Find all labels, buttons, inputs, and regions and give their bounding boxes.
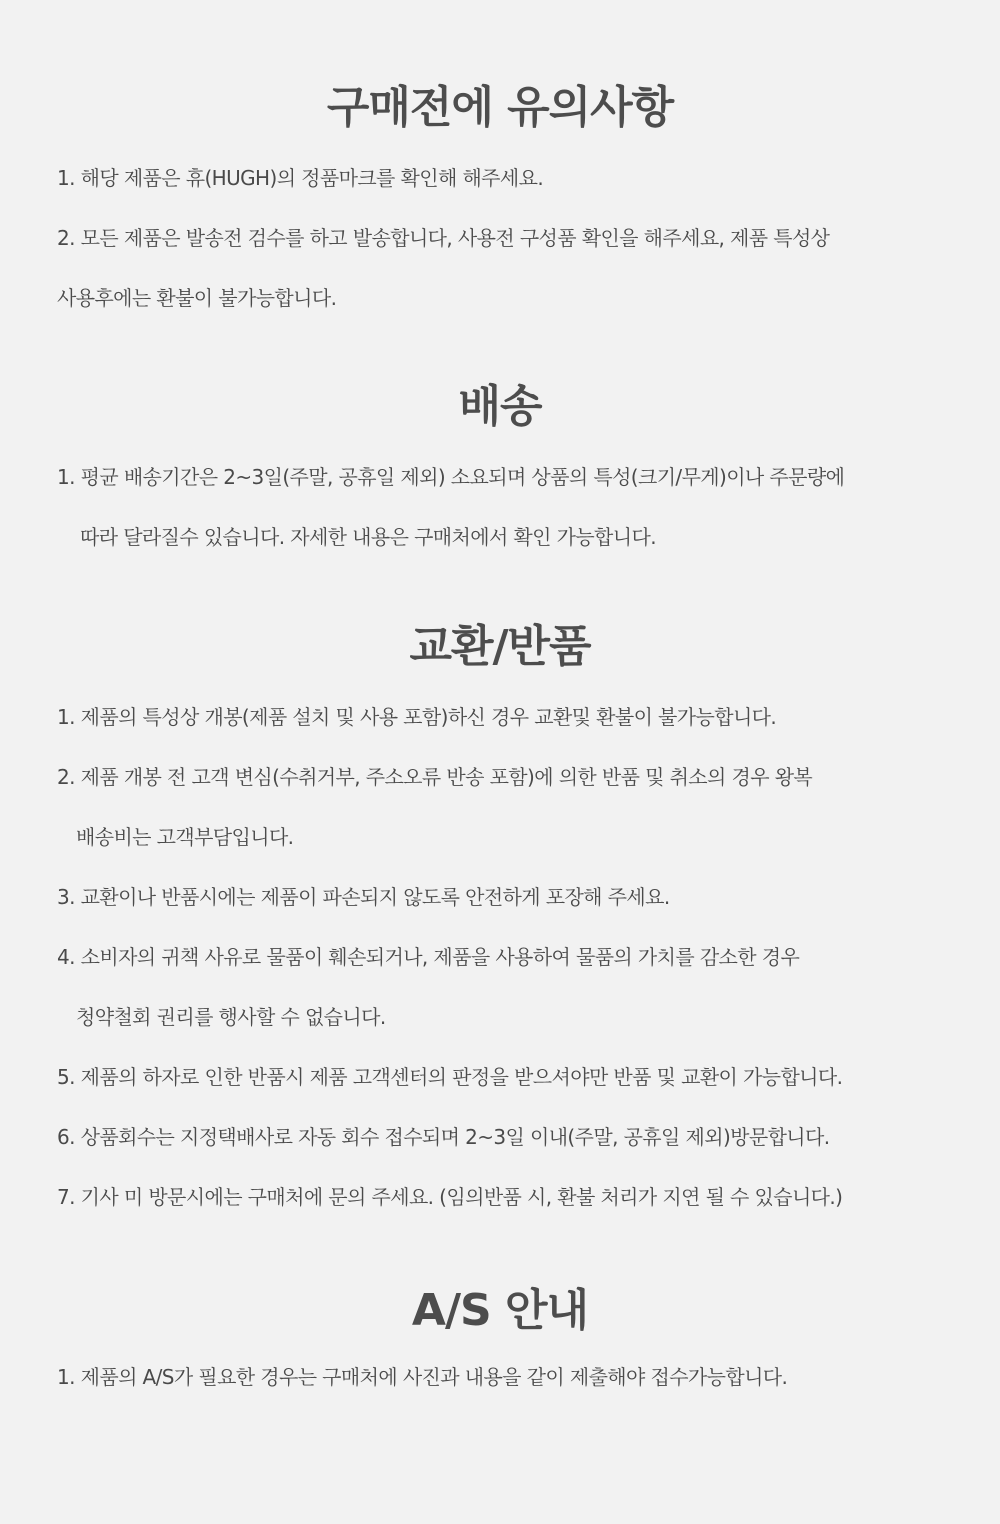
exchange-heading: 교환/반품: [409, 621, 591, 672]
exchange-line-7: 5. 제품의 하자로 인한 반품시 제품 고객센터의 판정을 받으셔야만 반품 및 교환이 가능합니다.: [57, 1065, 843, 1089]
notice-line-2: 2. 모든 제품은 발송전 검수를 하고 발송합니다, 사용전 구성품 확인을 해주세요, 제품 특성상: [57, 226, 830, 250]
as-heading: A/S 안내: [411, 1285, 589, 1336]
exchange-line-6: 청약철회 권리를 행사할 수 없습니다.: [76, 1005, 386, 1029]
exchange-line-5: 4. 소비자의 귀책 사유로 물품이 훼손되거나, 제품을 사용하여 물품의 가치를 감소한 경우: [57, 945, 800, 969]
exchange-line-1: 1. 제품의 특성상 개봉(제품 설치 및 사용 포함)하신 경우 교환및 환불이 불가능합니다.: [57, 705, 777, 729]
as-line-1: 1. 제품의 A/S가 필요한 경우는 구매처에 사진과 내용을 같이 제출해야 접수가능합니다.: [57, 1365, 788, 1389]
exchange-line-4: 3. 교환이나 반품시에는 제품이 파손되지 않도록 안전하게 포장해 주세요.: [57, 885, 670, 909]
exchange-line-8: 6. 상품회수는 지정택배사로 자동 회수 접수되며 2~3일 이내(주말, 공휴일 제외)방문합니다.: [57, 1125, 830, 1149]
exchange-line-3: 배송비는 고객부담입니다.: [76, 825, 294, 849]
notice-line-3: 사용후에는 환불이 불가능합니다.: [57, 286, 337, 310]
notice-line-1: 1. 해당 제품은 휴(HUGH)의 정품마크를 확인해 해주세요.: [57, 166, 544, 190]
exchange-line-2: 2. 제품 개봉 전 고객 변심(수취거부, 주소오류 반송 포함)에 의한 반품 및 취소의 경우 왕복: [57, 765, 813, 789]
shipping-line-2: 따라 달라질수 있습니다. 자세한 내용은 구매처에서 확인 가능합니다.: [80, 525, 656, 549]
shipping-line-1: 1. 평균 배송기간은 2~3일(주말, 공휴일 제외) 소요되며 상품의 특성(크기/무게)이나 주문량에: [57, 465, 845, 489]
exchange-line-9: 7. 기사 미 방문시에는 구매처에 문의 주세요. (임의반품 시, 환불 처리가 지연 될 수 있습니다.): [57, 1185, 843, 1209]
shipping-heading: 배송: [458, 381, 542, 432]
notice-heading: 구매전에 유의사항: [326, 82, 674, 133]
